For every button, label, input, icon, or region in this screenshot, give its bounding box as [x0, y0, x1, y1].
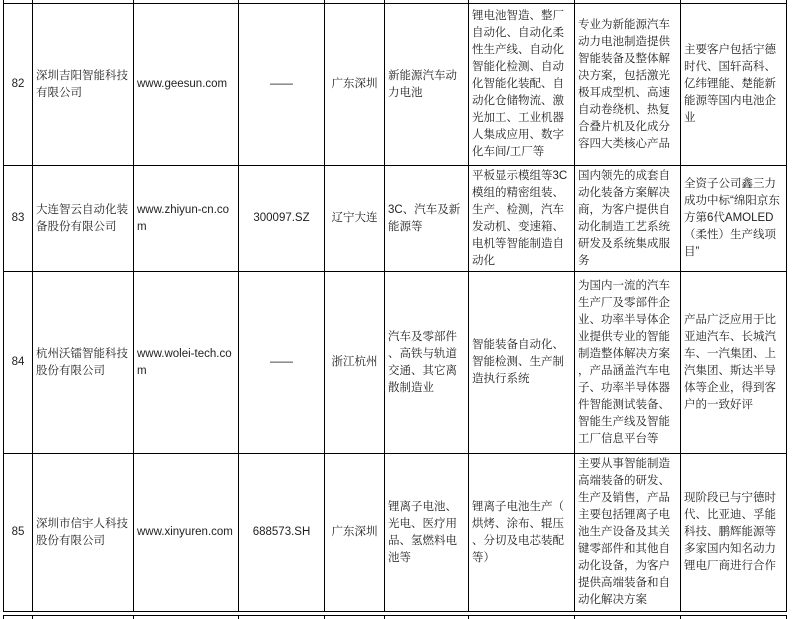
company-location: 浙江杭州: [325, 272, 385, 454]
stock-code: ——: [239, 272, 325, 454]
row-number: 84: [3, 272, 33, 454]
industry-field: 3C、汽车及新能源等: [385, 166, 469, 272]
main-business: 锂离子电池生产（烘烤、涂布、辊压、分切及电芯装配等）: [469, 454, 575, 612]
company-description: 国内领先的成套自动化装备方案解决商，为客户提供自动化制造工艺系统研发及系统集成服务: [575, 166, 681, 272]
key-customers: 现阶段已与宁德时代、比亚迪、孚能科技、鹏辉能源等多家国内知名动力锂电厂商进行合作: [681, 454, 787, 612]
row-number: 82: [3, 4, 33, 166]
company-location: 广东深圳: [325, 454, 385, 612]
company-description: 专业为新能源汽车动力电池制造提供智能装备及整体解决方案，包括激光极耳成型机、高速自动卷绕机、热复合叠片机及化成分容四大类核心产品: [575, 4, 681, 166]
company-description: 主要从事智能制造高端装备的研发、生产及销售，产品主要包括锂离子电池生产设备及其关键零部件和其他自动化设备，为客户提供高端装备和自动化解决方案: [575, 454, 681, 612]
company-table: [3, 0, 787, 619]
company-website: www.wolei-tech.com: [134, 272, 239, 454]
company-name: 深圳市信宇人科技股份有限公司: [33, 454, 134, 612]
company-description: 为国内一流的汽车生产厂及零部件企业、功率半导体企业提供专业的智能制造整体解决方案，产品涵盖汽车电子、功率半导体器件智能测试装备、智能生产线及智能工厂信息平台等: [575, 272, 681, 454]
company-website: www.geesun.com: [134, 4, 239, 166]
industry-field: 汽车及零部件、高铁与轨道交通、其它离散制造业: [385, 272, 469, 454]
stock-code: ——: [239, 4, 325, 166]
company-location: 辽宁大连: [325, 166, 385, 272]
main-business: 平板显示模组等3C模组的精密组装、生产、检测，汽车发动机、变速箱、电机等智能制造自动化: [469, 166, 575, 272]
industry-field: 锂离子电池、光电、医疗用品、氢燃料电池等: [385, 454, 469, 612]
main-business: 智能装备自动化、智能检测、生产制造执行系统: [469, 272, 575, 454]
stock-code: 300097.SZ: [239, 166, 325, 272]
row-number: 83: [3, 166, 33, 272]
key-customers: 主要客户包括宁德时代、国轩高科、亿纬锂能、楚能新能源等国内电池企业: [681, 4, 787, 166]
company-website: www.zhiyun-cn.com: [134, 166, 239, 272]
industry-field: 新能源汽车动力电池: [385, 4, 469, 166]
company-name: 大连智云自动化装备股份有限公司: [33, 166, 134, 272]
stock-code: 688573.SH: [239, 454, 325, 612]
company-website: www.xinyuren.com: [134, 454, 239, 612]
key-customers: 全资子公司鑫三力成功中标“绵阳京东方第6代AMOLED（柔性）生产线项目”: [681, 166, 787, 272]
company-name: 杭州沃镭智能科技股份有限公司: [33, 272, 134, 454]
company-name: 深圳吉阳智能科技有限公司: [33, 4, 134, 166]
main-business: 锂电池智造、整厂自动化、自动化柔性生产线、自动化智能化检测、自动化智能化装配、自动化仓储物流、激光加工、工业机器人集成应用、数字化车间/工厂等: [469, 4, 575, 166]
company-location: 广东深圳: [325, 4, 385, 166]
key-customers: 产品广泛应用于比亚迪汽车、长城汽车、一汽集团、上汽集团、斯达半导体等企业，得到客户的一致好评: [681, 272, 787, 454]
row-number: 85: [3, 454, 33, 612]
